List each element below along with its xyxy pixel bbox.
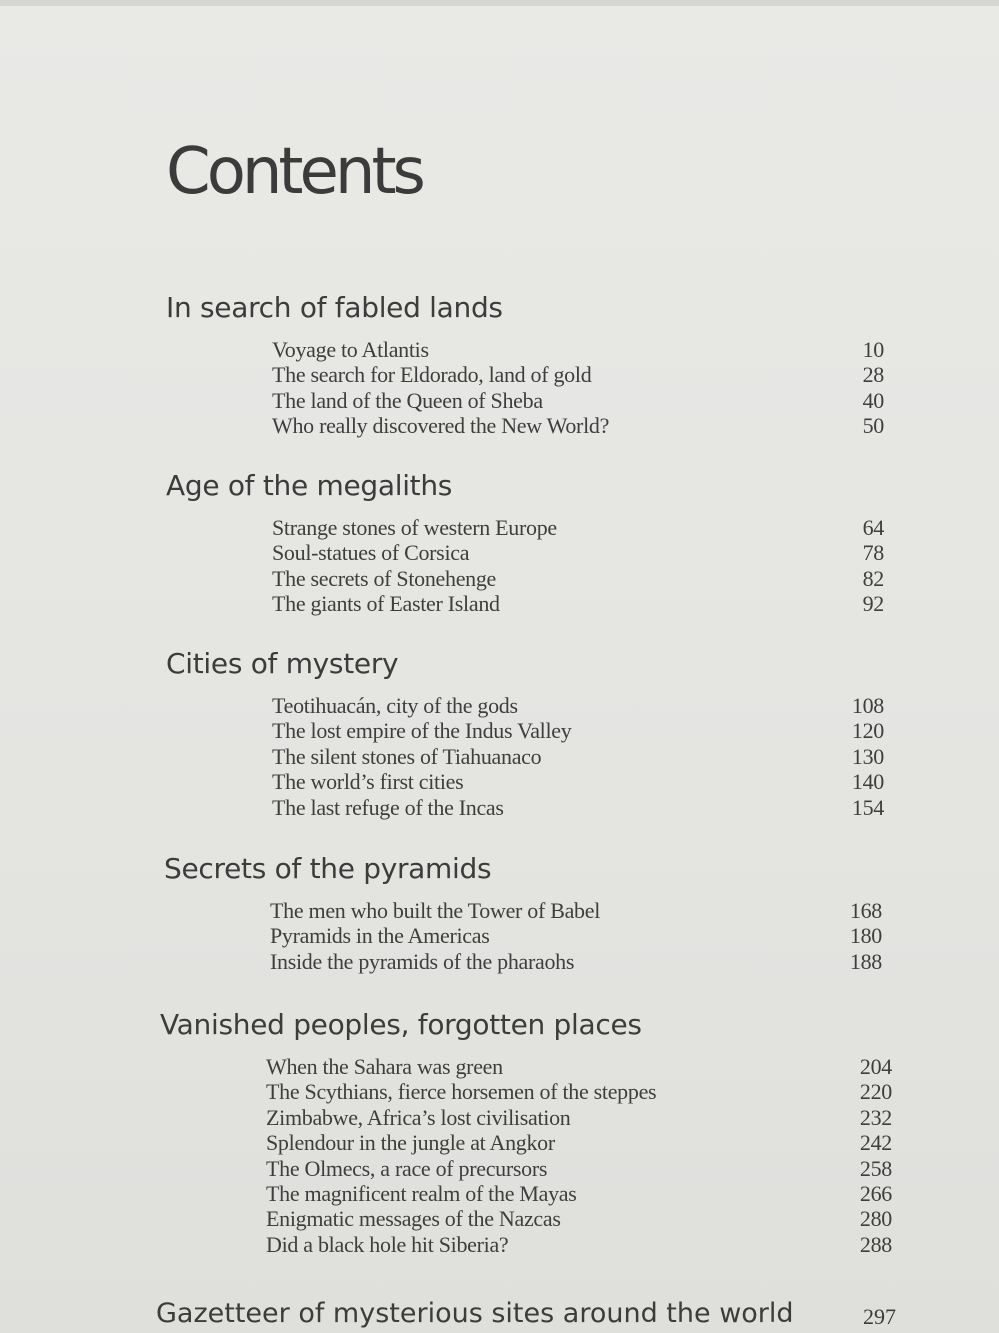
toc-entry[interactable] [272, 591, 884, 616]
entry-page: 120 [851, 718, 884, 744]
toc-section [166, 645, 926, 820]
entry-label: When the Sahara was green [266, 1054, 503, 1079]
toc-entry[interactable] [272, 388, 884, 413]
entry-label: Zimbabwe, Africa’s lost civilisation [266, 1104, 571, 1130]
entry-label: The secrets of Stonehenge [272, 565, 497, 591]
page-title: Contents [166, 134, 422, 209]
entry-page: 82 [862, 565, 884, 591]
entry-label: The search for Eldorado, land of gold [272, 362, 592, 388]
entry-label: Enigmatic messages of the Nazcas [266, 1206, 561, 1232]
entry-label: The Scythians, fierce horsemen of the steppes [266, 1079, 657, 1105]
section-entries [266, 1054, 892, 1257]
toc-entry[interactable] [272, 413, 884, 438]
toc-entry[interactable] [272, 744, 884, 769]
entry-page: 188 [849, 948, 882, 974]
entry-label: The world’s first cities [272, 769, 464, 795]
entry-page: 232 [859, 1104, 892, 1130]
entry-page: 40 [862, 387, 884, 413]
entry-label: Strange stones of western Europe [272, 515, 557, 540]
entry-label: The men who built the Tower of Babel [270, 898, 601, 923]
toc-entry[interactable] [270, 923, 882, 948]
toc-entry[interactable] [272, 362, 884, 387]
entry-page: 140 [851, 769, 884, 795]
section-title: In search of fabled lands [166, 291, 503, 324]
section-entries [272, 693, 884, 820]
toc-section [160, 1006, 920, 1257]
entry-page: 10 [862, 337, 884, 362]
entry-page: 242 [859, 1130, 892, 1156]
toc-entry[interactable] [266, 1232, 892, 1257]
entry-label: The giants of Easter Island [272, 591, 500, 617]
toc-entry[interactable] [272, 337, 884, 362]
gazetteer-label: Gazetteer of mysterious sites around the world [156, 1298, 794, 1329]
toc-entry[interactable] [266, 1105, 892, 1130]
toc-entry[interactable] [266, 1156, 892, 1181]
toc-entry[interactable] [266, 1130, 892, 1155]
entry-page: 280 [859, 1206, 892, 1232]
toc-entry[interactable] [272, 566, 884, 591]
gazetteer-entry[interactable] [156, 1298, 896, 1330]
section-title: Vanished peoples, forgotten places [160, 1008, 642, 1041]
entry-page: 154 [851, 794, 884, 820]
toc-section [164, 850, 924, 974]
toc-entry[interactable] [272, 540, 884, 565]
entry-page: 180 [849, 923, 882, 949]
toc-entry[interactable] [266, 1181, 892, 1206]
entry-page: 288 [859, 1231, 892, 1257]
page-top-edge [0, 0, 999, 6]
toc-entry[interactable] [272, 693, 884, 718]
entry-label: The land of the Queen of Sheba [272, 387, 543, 413]
toc-entry[interactable] [270, 898, 882, 923]
section-entries [272, 515, 884, 617]
toc-entry[interactable] [272, 515, 884, 540]
toc-section [166, 289, 926, 439]
section-title: Cities of mystery [166, 647, 399, 680]
entry-page: 168 [849, 898, 882, 923]
entry-page: 130 [851, 743, 884, 769]
entry-page: 64 [862, 515, 884, 540]
entry-page: 266 [859, 1180, 892, 1206]
entry-label: Pyramids in the Americas [270, 923, 490, 949]
entry-label: The Olmecs, a race of precursors [266, 1155, 548, 1181]
entry-label: Splendour in the jungle at Angkor [266, 1130, 555, 1156]
toc-entry[interactable] [266, 1054, 892, 1079]
section-title: Secrets of the pyramids [164, 852, 492, 885]
toc-entry[interactable] [272, 718, 884, 743]
entry-label: Voyage to Atlantis [272, 337, 429, 362]
toc-entry[interactable] [266, 1206, 892, 1231]
toc-entry[interactable] [270, 949, 882, 974]
entry-page: 204 [859, 1054, 892, 1079]
entry-page: 108 [851, 693, 884, 718]
entry-page: 50 [862, 413, 884, 439]
entry-page: 220 [859, 1079, 892, 1105]
entry-label: The last refuge of the Incas [272, 794, 504, 820]
entry-label: The magnificent realm of the Mayas [266, 1180, 577, 1206]
entry-page: 92 [862, 591, 884, 617]
toc-entry[interactable] [272, 795, 884, 820]
toc-entry[interactable] [266, 1079, 892, 1104]
entry-label: Did a black hole hit Siberia? [266, 1231, 509, 1257]
gazetteer-page: 297 [863, 1304, 896, 1329]
section-title: Age of the megaliths [166, 469, 453, 502]
section-entries [272, 337, 884, 439]
entry-label: Who really discovered the New World? [272, 413, 610, 439]
entry-label: Soul-statues of Corsica [272, 540, 470, 566]
entry-page: 78 [862, 540, 884, 566]
entry-label: Inside the pyramids of the pharaohs [270, 948, 575, 974]
entry-label: Teotihuacán, city of the gods [272, 693, 518, 718]
section-entries [270, 898, 882, 974]
entry-page: 258 [859, 1155, 892, 1181]
toc-entry[interactable] [272, 769, 884, 794]
entry-label: The lost empire of the Indus Valley [272, 718, 572, 744]
toc-section [166, 467, 926, 617]
entry-label: The silent stones of Tiahuanaco [272, 743, 542, 769]
entry-page: 28 [862, 362, 884, 388]
